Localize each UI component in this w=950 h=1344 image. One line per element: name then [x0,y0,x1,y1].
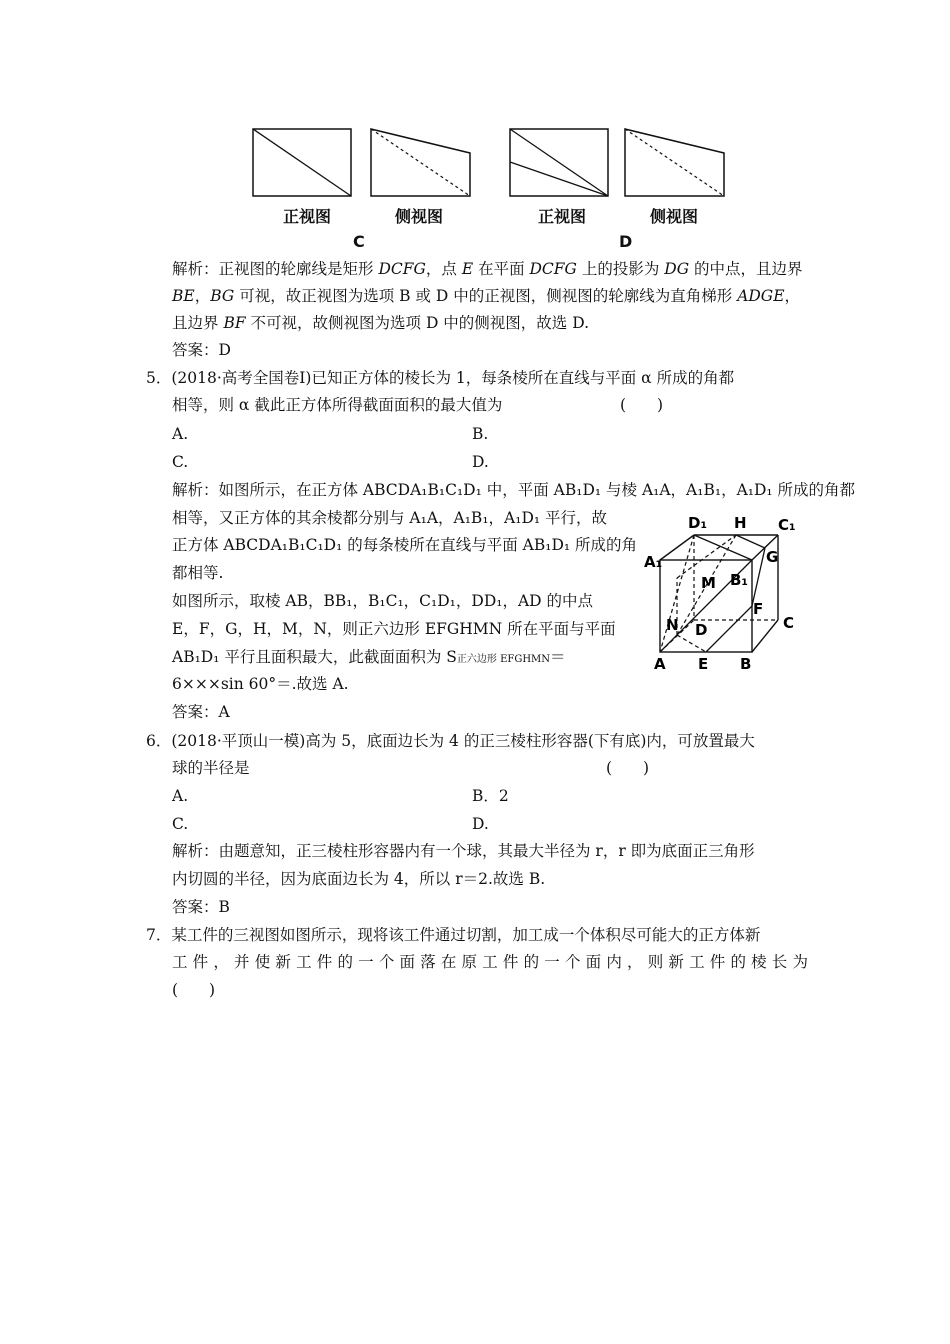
cube-label-m: M [701,574,716,592]
cube-figure [640,510,810,675]
q5-answer-paren: ( ) [620,396,664,414]
cube-label-c: C [783,614,795,632]
q5-analysis-line-2: 相等，又正方体的其余棱都分别与 A₁A，A₁B₁，A₁D₁ 平行，故 [172,509,608,527]
q4-analysis-line-2: BE，BG 可视，故正视图为选项 B 或 D 中的正视图，侧视图的轮廓线为直角梯形 ADGE， [172,287,801,305]
cube-label-f: F [753,600,764,618]
front-view-caption-d: 正视图 [538,207,587,226]
cube-label-h: H [734,514,747,532]
option-c-side-view [370,128,473,198]
cube-label-e: E [698,655,709,673]
q4-analysis-line-3: 且边界 BF 不可视，故侧视图为选项 D 中的侧视图，故选 D. [172,314,590,332]
q5-answer: 答案：A [172,703,230,721]
option-d-label: D [619,232,633,251]
q5-analysis-line-1: 解析：如图所示，在正方体 ABCDA₁B₁C₁D₁ 中，平面 AB₁D₁ 与棱 A₁A，A₁B₁，A₁D₁ 所成的角都 [172,481,856,499]
q5-option-d: D. [472,453,489,471]
q6-analysis-line-2: 内切圆的半径，因为底面边长为 4，所以 r＝2.故选 B. [172,870,546,888]
side-view-caption-c: 侧视图 [395,207,444,226]
option-c-label: C [353,232,365,251]
q6-option-c: C. [172,815,189,833]
q7-stem-line-1: 7．某工件的三视图如图所示，现将该工件通过切割，加工成一个体积尽可能大的正方体新 [146,926,761,944]
cube-label-b: B [740,655,752,673]
cube-label-g: G [766,548,779,566]
q6-option-a: A. [172,787,189,805]
q4-analysis-line-1: 解析：正视图的轮廓线是矩形 DCFG，点 E 在平面 DCFG 上的投影为 DG 的中点，且边界 [172,260,803,278]
cube-label-b1: B₁ [730,571,749,589]
cube-label-d1: D₁ [688,514,708,532]
q5-stem-line-2: 相等，则 α 截此正方体所得截面面积的最大值为 [172,396,503,414]
q6-stem-line-1: 6．(2018·平顶山一模)高为 5，底面边长为 4 的正三棱柱形容器(下有底)内，可放置最大 [146,732,755,750]
front-view-caption-c: 正视图 [283,207,332,226]
q6-analysis-line-1: 解析：由题意知，正三棱柱形容器内有一个球，其最大半径为 r，r 即为底面正三角形 [172,842,755,860]
front-view-diagonal [253,129,351,196]
q6-stem-line-2: 球的半径是 [172,759,250,777]
cube-label-c1: C₁ [778,516,796,534]
q5-analysis-line-7: AB₁D₁ 平行且面积最大，此截面面积为 S正六边形 EFGHMN＝ [172,648,566,666]
q5-analysis-line-8: 6×××sin 60°＝.故选 A. [172,675,349,693]
option-c-front-view [252,128,352,198]
side-view-hidden-edge [371,129,470,196]
q5-option-c: C. [172,453,189,471]
q6-answer: 答案：B [172,898,230,916]
q5-option-b: B. [472,425,489,443]
q7-stem-line-2: 工件，并使新工件的一个面落在原工件的一个面内，则新工件的棱长为 [172,953,808,971]
side-view-caption-d: 侧视图 [650,207,699,226]
q5-analysis-line-5: 如图所示，取棱 AB，BB₁，B₁C₁，C₁D₁，DD₁，AD 的中点 [172,592,594,610]
q7-stem-line-3: ( ) [172,981,216,999]
q5-option-a: A. [172,425,189,443]
q5-stem-line-1: 5．(2018·高考全国卷Ⅰ)已知正方体的棱长为 1，每条棱所在直线与平面 α 所成的角都 [146,369,735,387]
q5-analysis-line-6: E，F，G，H，M，N，则正六边形 EFGHMN 所在平面与平面 [172,620,616,638]
cube-label-a: A [654,655,666,673]
cube-label-d: D [695,621,708,639]
q6-answer-paren: ( ) [606,759,650,777]
option-d-front-view [509,128,609,198]
q6-option-d: D. [472,815,489,833]
q5-analysis-line-3: 正方体 ABCDA₁B₁C₁D₁ 的每条棱所在直线与平面 AB₁D₁ 所成的角 [172,536,638,554]
cube-label-a1: A₁ [644,553,663,571]
q5-analysis-line-4: 都相等. [172,564,224,582]
option-d-side-view [624,128,727,198]
cube-label-n: N [666,616,679,634]
q4-answer: 答案：D [172,341,231,359]
q6-option-b: B．2 [472,787,509,805]
